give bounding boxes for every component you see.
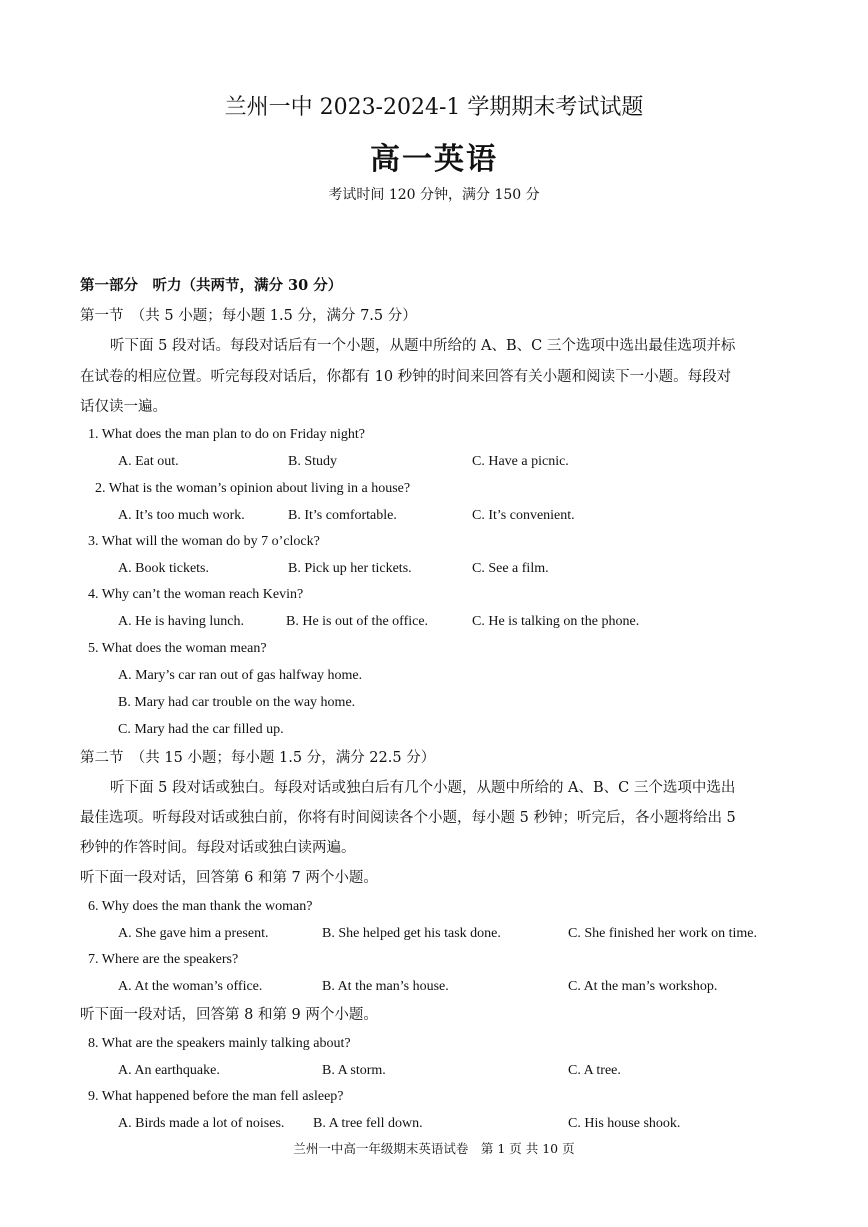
exam-title: 兰州一中 2023-2024-1 学期期末考试试题	[224, 95, 644, 120]
question-7: 7. Where are the speakers?	[88, 952, 239, 967]
q1-option-c: C. Have a picnic.	[472, 454, 569, 469]
question-9: 9. What happened before the man fell asleep?	[88, 1089, 344, 1104]
question-1: 1. What does the man plan to do on Friday night?	[88, 427, 365, 442]
q2-option-a: A. It’s too much work.	[118, 508, 245, 523]
section2-heading: 第二节 （共 15 小题；每小题 1.5 分，满分 22.5 分）	[80, 750, 436, 766]
q4-option-b: B. He is out of the office.	[286, 614, 429, 629]
dialog-8-9-intro: 听下面一段对话，回答第 8 和第 9 两个小题。	[80, 1007, 378, 1023]
section1-instruction-line1: 听下面 5 段对话。每段对话后有一个小题，从题中所给的 A、B、C 三个选项中选出最佳选项并标	[110, 338, 736, 354]
q4-option-c: C. He is talking on the phone.	[472, 614, 640, 629]
q5-option-c: C. Mary had the car filled up.	[118, 722, 284, 737]
q3-option-a: A. Book tickets.	[118, 561, 209, 576]
question-3: 3. What will the woman do by 7 o’clock?	[88, 534, 320, 549]
q8-option-b: B. A storm.	[322, 1063, 386, 1078]
section1-instruction-line3: 话仅读一遍。	[80, 399, 167, 415]
q9-option-b: B. A tree fell down.	[313, 1116, 423, 1131]
q8-option-c: C. A tree.	[568, 1063, 621, 1078]
q9-option-c: C. His house shook.	[568, 1116, 681, 1131]
q1-option-a: A. Eat out.	[118, 454, 179, 469]
question-5: 5. What does the woman mean?	[88, 641, 267, 656]
q2-option-c: C. It’s convenient.	[472, 508, 575, 523]
q5-option-b: B. Mary had car trouble on the way home.	[118, 695, 356, 710]
part1-heading: 第一部分 听力（共两节，满分 30 分）	[80, 277, 343, 294]
q7-option-a: A. At the woman’s office.	[118, 979, 263, 994]
question-2: 2. What is the woman’s opinion about living in a house?	[95, 481, 411, 496]
dialog-6-7-intro: 听下面一段对话，回答第 6 和第 7 两个小题。	[80, 870, 378, 886]
q6-option-b: B. She helped get his task done.	[322, 926, 501, 941]
q6-option-a: A. She gave him a present.	[118, 926, 269, 941]
q7-option-c: C. At the man’s workshop.	[568, 979, 718, 994]
q3-option-c: C. See a film.	[472, 561, 549, 576]
section2-instruction-line2: 最佳选项。听每段对话或独白前，你将有时间阅读各个小题，每小题 5 秒钟；听完后，各小题将给出 5	[80, 810, 736, 826]
q1-option-b: B. Study	[288, 454, 338, 469]
q8-option-a: A. An earthquake.	[118, 1063, 220, 1078]
question-8: 8. What are the speakers mainly talking about?	[88, 1036, 351, 1051]
page-footer: 兰州一中高一年级期末英语试卷 第 1 页 共 10 页	[293, 1141, 575, 1156]
q5-option-a: A. Mary’s car ran out of gas halfway home.	[118, 668, 363, 683]
q4-option-a: A. He is having lunch.	[118, 614, 244, 629]
section2-instruction-line1: 听下面 5 段对话或独白。每段对话或独白后有几个小题，从题中所给的 A、B、C 三个选项中选出	[110, 780, 736, 796]
exam-info: 考试时间 120 分钟，满分 150 分	[328, 187, 540, 203]
subject-title: 高一英语	[370, 142, 498, 177]
section1-heading: 第一节 （共 5 小题；每小题 1.5 分，满分 7.5 分）	[80, 308, 417, 324]
question-4: 4. Why can’t the woman reach Kevin?	[88, 587, 304, 602]
q3-option-b: B. Pick up her tickets.	[288, 561, 412, 576]
question-6: 6. Why does the man thank the woman?	[88, 899, 313, 914]
q2-option-b: B. It’s comfortable.	[288, 508, 397, 523]
q6-option-c: C. She finished her work on time.	[568, 926, 757, 941]
section1-instruction-line2: 在试卷的相应位置。听完每段对话后，你都有 10 秒钟的时间来回答有关小题和阅读下一小题。每段对	[80, 369, 732, 385]
section2-instruction-line3: 秒钟的作答时间。每段对话或独白读两遍。	[80, 840, 356, 856]
q7-option-b: B. At the man’s house.	[322, 979, 449, 994]
q9-option-a: A. Birds made a lot of noises.	[118, 1116, 285, 1131]
